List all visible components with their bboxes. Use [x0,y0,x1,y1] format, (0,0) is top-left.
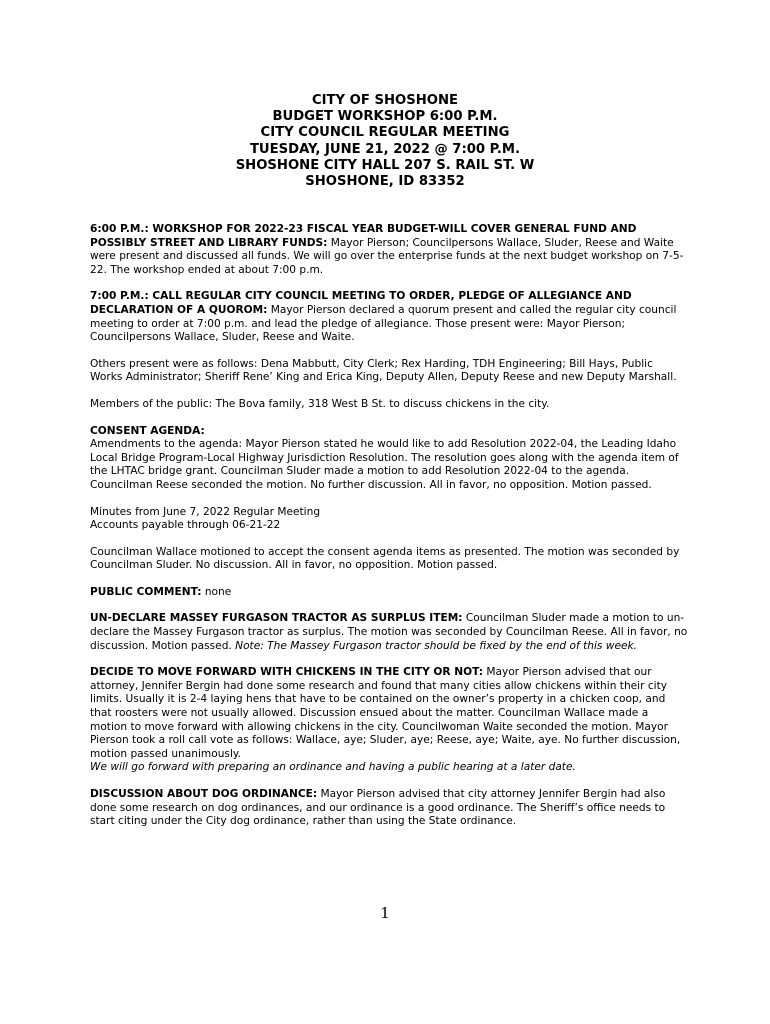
call-to-order-text: Mayor Pierson declared a quorum present and called the regular city council meeting to order at 7:00 p.m. and lead the pledge of allegiance. Those present were: Mayor Pierson; Councilpersons Wallace, Sluder, Reese and Waite. [90,303,677,344]
chickens-heading: DECIDE TO MOVE FORWARD WITH CHICKENS IN THE CITY OR NOT: [90,666,484,679]
call-to-order-paragraph [90,290,688,344]
dog-ordinance-heading: DISCUSSION ABOUT DOG ORDINANCE: [90,788,318,800]
page-number: 1 [380,904,390,922]
header-line: TUESDAY, JUNE 21, 2022 @ 7:00 P.M. [249,141,521,157]
minutes-body [90,223,688,842]
consent-item: Minutes from June 7, 2022 Regular Meeting [90,505,321,518]
tractor-paragraph [90,612,688,653]
header-line: CITY COUNCIL REGULAR MEETING [260,125,510,141]
chickens-note: We will go forward with preparing an ordinance and having a public hearing at a later date. [90,761,576,774]
tractor-text: Councilman Sluder made a motion to un-declare the Massey Furgason tractor as surplus. The motion was seconded by Councilman Reese. All in favor, no discussion. Motion passed. [90,612,688,652]
document-header [0,93,770,190]
public-comment-text: none [201,585,232,598]
header-line: BUDGET WORKSHOP 6:00 P.M. [272,109,498,125]
consent-items [90,506,688,533]
members-public-paragraph: Members of the public: The Bova family, 318 West B St. to discuss chickens in the city. [90,397,550,410]
header-line: SHOSHONE CITY HALL 207 S. RAIL ST. W [235,157,535,173]
workshop-heading: 6:00 P.M.: WORKSHOP FOR 2022-23 FISCAL YEAR BUDGET-WILL COVER GENERAL FUND AND POSSIBLY STREET AND LIBRARY FUNDS: [90,223,637,249]
tractor-heading: UN-DECLARE MASSEY FURGASON TRACTOR AS SURPLUS ITEM: [90,612,463,625]
consent-amendments-text: Amendments to the agenda: Mayor Pierson stated he would like to add Resolution 2022-04, the Leading Idaho Local Bridge Program-Local Highway Jurisdiction Resolution. The resolution goes along with the agenda item of the LHTAC bridge grant. Councilman Sluder made a motion to add Resolution 2022-04 to the agenda. Councilman Reese seconded the motion. No further discussion. All in favor, no opposition. Motion passed. [90,438,679,491]
call-to-order-heading: 7:00 P.M.: CALL REGULAR CITY COUNCIL MEETING TO ORDER, PLEDGE OF ALLEGIANCE AND DECLARATION OF A QUOROM: [90,290,632,316]
chickens-text: Mayor Pierson advised that our attorney, Jennifer Bergin had done some research and found that many cities allow chickens within their city limits. Usually it is 2-4 laying hens that have to be contained on the owner’s property in a chicken coop, and that roosters were not usually allowed. Discussion ensued about the matter. Councilman Wallace made a motion to move forward with allowing chickens in the city. Councilwoman Waite seconded the motion. Mayor Pierson took a roll call vote as follows: Wallace, aye; Sluder, aye; Reese, aye; Waite, aye. No further discussion, motion passed unanimously. [90,666,681,760]
consent-agenda-paragraph [90,425,688,493]
workshop-paragraph [90,223,688,277]
consent-motion-paragraph: Councilman Wallace motioned to accept the consent agenda items as presented. The motion was seconded by Councilman Sluder. No discussion. All in favor, no opposition. Motion passed. [90,545,680,572]
tractor-note: Note: The Massey Furgason tractor should be fixed by the end of this week. [235,639,637,652]
consent-item: Accounts payable through 06-21-22 [90,519,281,532]
header-line: CITY OF SHOSHONE [311,93,459,108]
public-comment-heading: PUBLIC COMMENT: [90,585,202,598]
workshop-text: Mayor Pierson; Councilpersons Wallace, Sluder, Reese and Waite were present and discussed all funds. We will go over the enterprise funds at the next budget workshop on 7-5-22. The workshop ended at about 7:00 p.m. [90,236,684,276]
others-present-paragraph: Others present were as follows: Dena Mabbutt, City Clerk; Rex Harding, TDH Engineering; Bill Hays, Public Works Administrator; Sheriff Rene’ King and Erica King, Deputy Allen, Deputy Reese and new Deputy Marshall. [90,357,677,384]
chickens-paragraph [90,666,688,775]
consent-agenda-heading: CONSENT AGENDA: [90,424,205,437]
header-line: SHOSHONE, ID 83352 [305,174,465,190]
dog-ordinance-text: Mayor Pierson advised that city attorney Jennifer Bergin had also done some research on dog ordinances, and our ordinance is a good ordinance. The Sheriff’s office needs to start citing under the City dog ordinance, rather than using the State ordinance. [90,788,666,828]
dog-ordinance-paragraph [90,788,688,829]
public-comment-paragraph [90,586,688,600]
